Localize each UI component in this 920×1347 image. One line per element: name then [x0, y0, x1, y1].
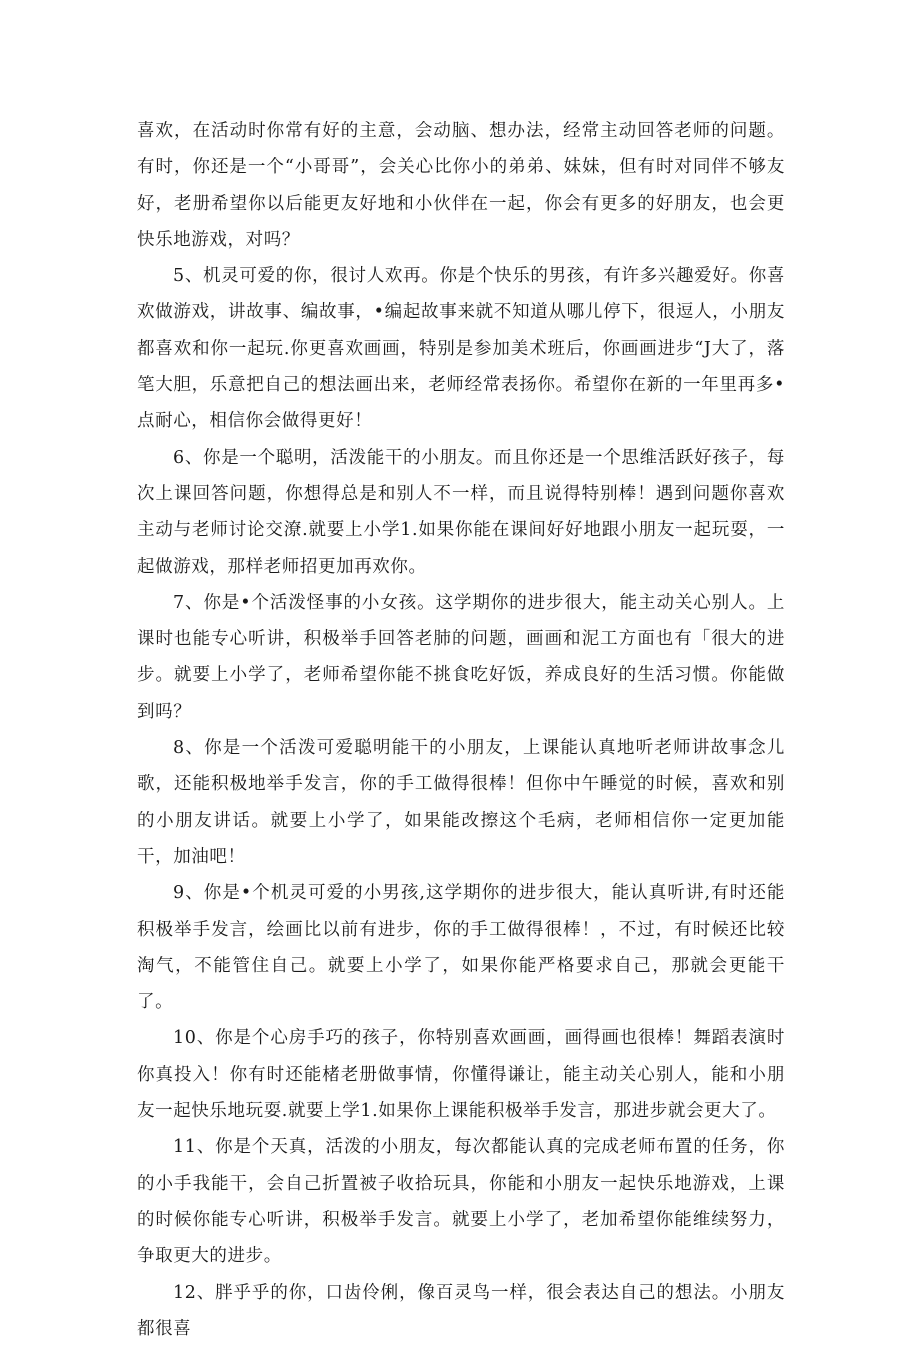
paragraph-item-9: 9、你是•个机灵可爱的小男孩,这学期你的进步很大，能认真听讲,有时还能积极举手发言，绘画比以前有进步，你的手工做得很棒！，不过，有时候还比较淘气，不能管住自己。就要上小学了，如果你能严格要求自己，那就会更能干了。 [137, 875, 785, 1020]
paragraph-item-8: 8、你是一个活泼可爱聪明能干的小朋友，上课能认真地听老师讲故事念儿歌，还能积极地举手发言，你的手工做得很棒！但你中午睡觉的时候，喜欢和别的小朋友讲话。就要上小学了，如果能改擦这个毛病，老师相信你一定更加能干，加油吧！ [137, 730, 785, 875]
paragraph-item-7: 7、你是•个活泼怪事的小女孩。这学期你的进步很大，能主动关心别人。上课时也能专心听讲，积极举手回答老肺的问题，画画和泥工方面也有「很大的进步。就要上小学了，老师希望你能不挑食吃好饭，养成良好的生活习惯。你能做到吗？ [137, 585, 785, 730]
paragraph-item-5: 5、机灵可爱的你，很讨人欢再。你是个快乐的男孩，有许多兴趣爱好。你喜欢做游戏，讲故事、编故事，•编起故事来就不知道从哪儿停下，很逗人，小朋友都喜欢和你一起玩.你更喜欢画画，特别是参加美术班后，你画画进步“J大了，落笔大胆，乐意把自己的想法画出来，老师经常表扬你。希望你在新的一年里再多•点耐心，相信你会做得更好！ [137, 258, 785, 439]
paragraph-item-11: 11、你是个天真，活泼的小朋友，每次都能认真的完成老师布置的任务，你的小手我能干，会自己折置被子收拾玩具，你能和小朋友一起快乐地游戏，上课的时候你能专心听讲，积极举手发言。就要上小学了，老加希望你能维续努力，争取更大的进步。 [137, 1129, 785, 1274]
paragraph-item-10: 10、你是个心房手巧的孩子，你特别喜欢画画，画得画也很棒！舞蹈表演时你真投入！你有时还能楮老册做事情，你懂得谦让，能主动关心别人，能和小朋友一起快乐地玩耍.就要上学1.如果你上课能积极举手发言，那进步就会更大了。 [137, 1020, 785, 1129]
document-page [137, 113, 785, 1347]
paragraph-item-6: 6、你是一个聪明，活泼能干的小朋友。而且你还是一个思维活跃好孩子，每次上课回答问题，你想得总是和别人不一样，而且说得特别棒！遇到问题你喜欢主动与老师讨论交潦.就要上小学1.如果你能在课间好好地跟小朋友一起玩耍，一起做游戏，那样老师招更加再欢你。 [137, 440, 785, 585]
paragraph-item-12: 12、胖乎乎的你，口齿伶俐，像百灵鸟一样，很会表达自己的想法。小朋友都很喜 [137, 1275, 785, 1347]
paragraph-continuation: 喜欢，在活动时你常有好的主意，会动脑、想办法，经常主动回答老师的问题。有时，你还是一个“小哥哥”，会关心比你小的弟弟、妹妹，但有时对同伴不够友好，老册希望你以后能更友好地和小伙伴在一起，你会有更多的好朋友，也会更快乐地游戏，对吗？ [137, 113, 785, 258]
